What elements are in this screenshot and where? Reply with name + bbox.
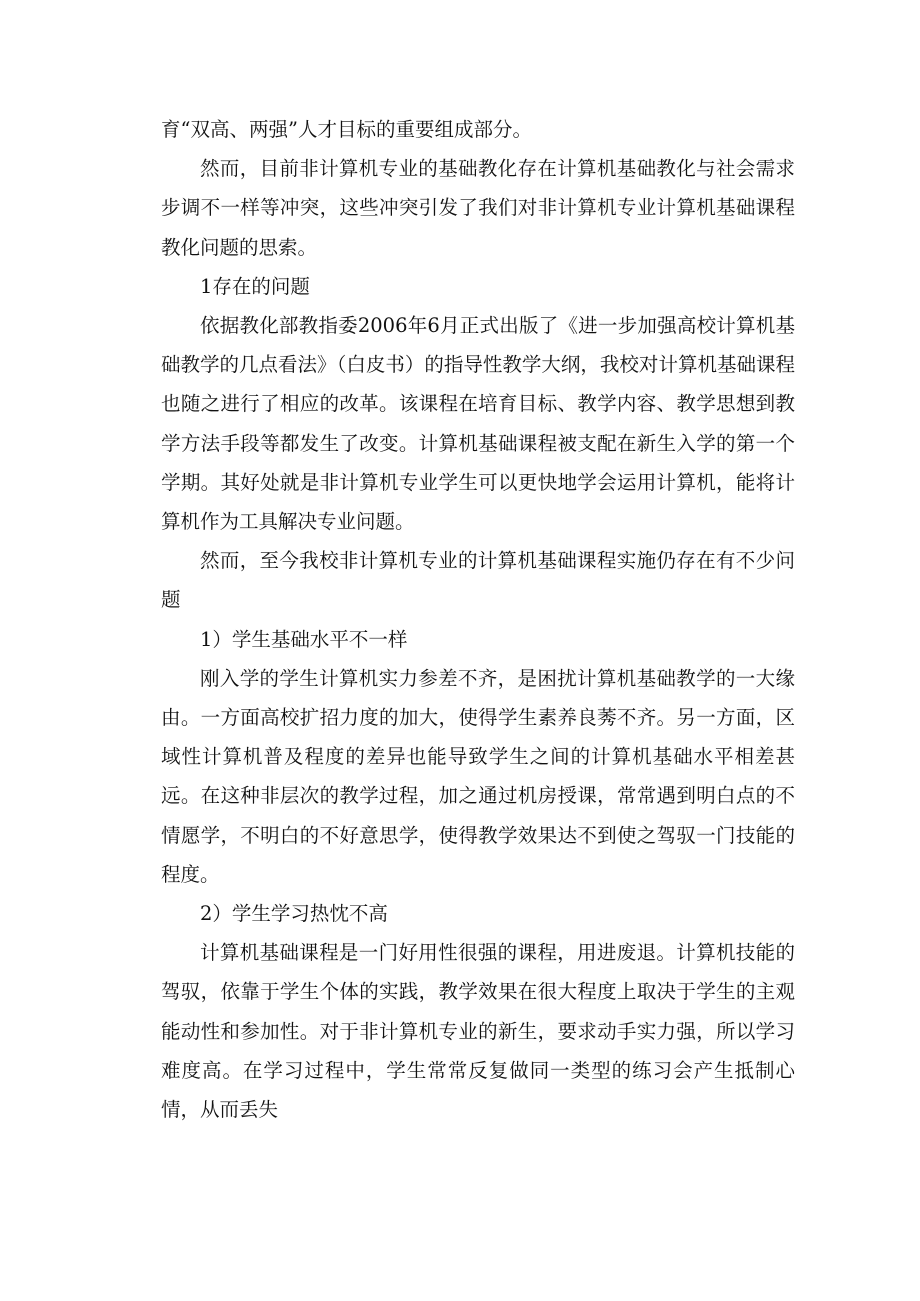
body-text [161, 110, 795, 1129]
subheading-2: 2）学生学习热忱不高 [200, 902, 388, 926]
subheading-1: 1）学生基础水平不一样 [200, 627, 408, 651]
paragraph-5: 刚入学的学生计算机实力参差不齐，是困扰计算机基础教学的一大缘由。一方面高校扩招力度的加大，使得学生素养良莠不齐。另一方面，区域性计算机普及程度的差异也能导致学生之间的计算机基础水平相差甚远。在这种非层次的教学过程，加之通过机房授课，常常遇到明白点的不情愿学，不明白的不好意思学，使得教学效果达不到使之驾驭一门技能的程度。 [161, 666, 795, 886]
paragraph-4: 然而，至今我校非计算机专业的计算机基础课程实施仍存在有不少问题 [161, 549, 795, 612]
paragraph-2: 然而，目前非计算机专业的基础教化存在计算机基础教化与社会需求步调不一样等冲突，这些冲突引发了我们对非计算机专业计算机基础课程教化问题的思索。 [161, 157, 795, 259]
paragraph-1: 育“双高、两强”人才目标的重要组成部分。 [161, 118, 532, 141]
paragraph-3: 依据教化部教指委2006年6月正式出版了《进一步加强高校计算机基础教学的几点看法》（白皮书）的指导性教学大纲，我校对计算机基础课程也随之进行了相应的改革。该课程在培育目标、教学内容、教学思想到教学方法手段等都发生了改变。计算机基础课程被支配在新生入学的第一个学期。其好处就是非计算机专业学生可以更快地学会运用计算机，能将计算机作为工具解决专业问题。 [161, 314, 795, 534]
section-heading: 1存在的问题 [200, 274, 310, 298]
paragraph-6: 计算机基础课程是一门好用性很强的课程，用进废退。计算机技能的驾驭，依靠于学生个体的实践，教学效果在很大程度上取决于学生的主观能动性和参加性。对于非计算机专业的新生，要求动手实力强，所以学习难度高。在学习过程中，学生常常反复做同一类型的练习会产生抵制心情，从而丢失 [161, 941, 795, 1122]
